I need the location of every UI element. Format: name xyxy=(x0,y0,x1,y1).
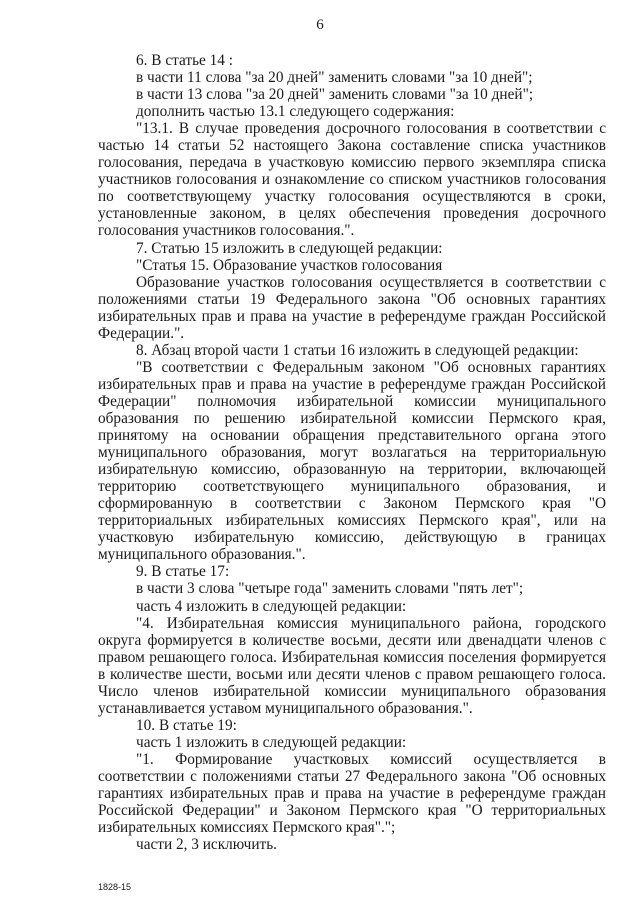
amendment-article-19-part-1: часть 1 изложить в следующей редакции: xyxy=(136,733,407,751)
article-19-part-1-text: "1. Формирование участковых комиссий осуществляется в соответствии с положениями статьи 27 Федерального закона "Об основных гарантиях избирательных прав и права на участие в референдуме граждан Российской Федерации" и Законом Пермского края "О территориальных избирательных комиссиях Пермского края"."; xyxy=(98,750,606,837)
amendment-article-17-heading: 9. В статье 17: xyxy=(136,563,230,581)
amendment-article-14-add-13-1: дополнить частью 13.1 следующего содержания: xyxy=(136,103,455,121)
article-14-part-13-1-text: "13.1. В случае проведения досрочного голосования в соответствии с частью 14 статьи 52 настоящего Закона составление списка участников голосования, передача в участковую комиссию первого экземпляра списка участников голосования и ознакомление со списком участников голосования по соответствующему участку голосования осуществляются в сроки, установленные законом, в целях обеспечения проведения досрочного голосования участников голосования.". xyxy=(98,120,606,240)
document-body xyxy=(98,52,606,853)
article-17-part-4-text: "4. Избирательная комиссия муниципального района, городского округа формируется в количестве восьми, десяти или двенадцати членов с правом решающего голоса. Избирательная комиссия поселения формируется в количестве шести, восьми или десяти членов с правом решающего голоса. Число членов избирательной комиссии муниципального образования устанавливается уставом муниципального образования.". xyxy=(98,614,606,717)
document-code: 1828-15 xyxy=(98,882,132,892)
amendment-article-14-heading: 6. В статье 14 : xyxy=(136,52,234,69)
amendment-article-19-heading: 10. В статье 19: xyxy=(136,716,237,734)
article-15-text: Образование участков голосования осуществляется в соответствии с положениями статьи 19 Федерального закона "Об основных гарантиях избирательных прав и права на участие в референдуме граждан Российской Федерации.". xyxy=(98,273,606,342)
page-number: 6 xyxy=(316,17,324,33)
amendment-article-15-heading: 7. Статью 15 изложить в следующей редакции: xyxy=(136,239,443,257)
amendment-article-14-part-11: в части 11 слова "за 20 дней" заменить словами "за 10 дней"; xyxy=(136,69,533,87)
amendment-article-17-part-4: часть 4 изложить в следующей редакции: xyxy=(136,597,407,615)
article-16-text: "В соответствии с Федеральным законом "Об основных гарантиях избирательных прав и права на участие в референдуме граждан Российской Федерации" полномочия избирательной комиссии муниципального образования по решению избирательной комиссии Пермского края, принятому на основании обращения представительного органа этого муниципального образования, могут возлагаться на территориальную избирательную комиссию, образованную на территории, включающей территорию соответствующего муниципального образования, и сформированную в соответствии с Законом Пермского края "О территориальных избирательных комиссиях Пермского края", или на участковую избирательную комиссию, действующую в границах муниципального образования.". xyxy=(98,358,606,564)
amendment-article-16-heading: 8. Абзац второй части 1 статьи 16 изложить в следующей редакции: xyxy=(136,341,579,359)
amendment-article-14-part-13: в части 13 слова "за 20 дней" заменить словами "за 10 дней"; xyxy=(136,86,534,104)
amendment-article-17-part-3: в части 3 слова "четыре года" заменить словами "пять лет"; xyxy=(136,580,524,598)
amendment-article-19-parts-2-3: части 2, 3 исключить. xyxy=(136,836,277,854)
article-15-title: "Статья 15. Образование участков голосования xyxy=(136,256,443,274)
